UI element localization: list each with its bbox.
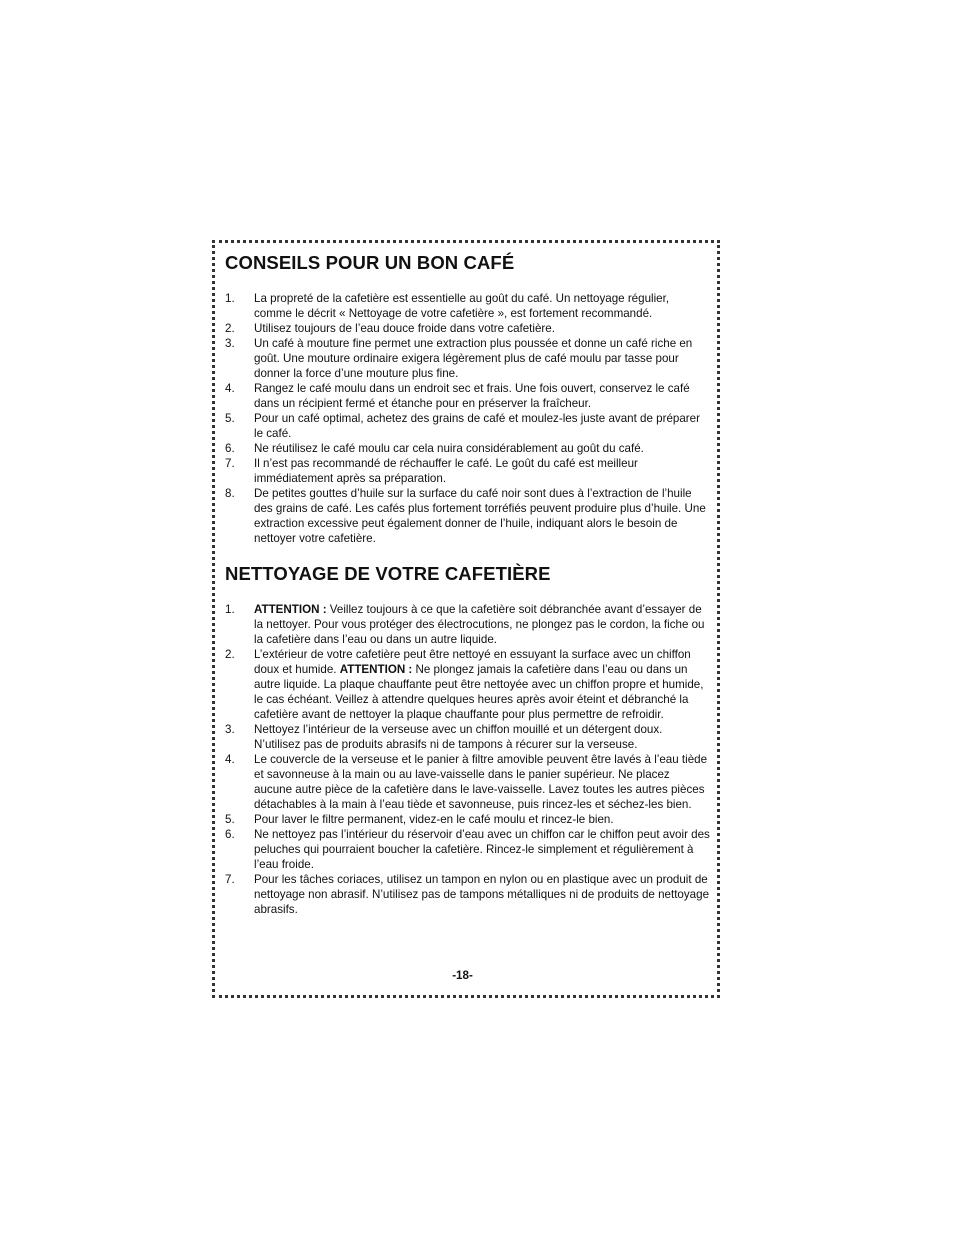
list-item: 6. Ne nettoyez pas l’intérieur du réservoir d’eau avec un chiffon car le chiffon peut avoir des peluches qui pourraient boucher la cafetière. Rincez-le simplement et régulièrement à l’eau froide. [225, 828, 710, 871]
section-title-tips: CONSEILS POUR UN BON CAFÉ [225, 252, 515, 273]
section-title-cleaning: NETTOYAGE DE VOTRE CAFETIÈRE [225, 563, 551, 584]
page-content [225, 250, 710, 982]
list-item: 4. Rangez le café moulu dans un endroit sec et frais. Une fois ouvert, conservez le café dans un récipient fermé et étanche pour en préserver la fraîcheur. [225, 382, 690, 410]
list-item: 7. Pour les tâches coriaces, utilisez un tampon en nylon ou en plastique avec un produit de nettoyage non abrasif. N’utilisez pas de tampons métalliques ni de produits de nettoyage abrasifs. [225, 873, 710, 916]
page-number: -18- [452, 969, 473, 982]
attention-label: ATTENTION : [254, 603, 327, 616]
list-item: 1. ATTENTION : Veillez toujours à ce que la cafetière soit débranchée avant d’essayer de la nettoyer. Pour vous protéger des électrocutions, ne plongez pas le cordon, la fiche ou la cafetière dans l’eau ou dans un autre liquide. [225, 603, 705, 646]
cleaning-list [225, 602, 710, 917]
list-item: 2. L’extérieur de votre cafetière peut être nettoyé en essuyant la surface avec un chiffon doux et humide. ATTENTION : Ne plongez jamais la cafetière dans l’eau ou dans un autre liquide. La plaque chauffante peut être nettoyée avec un chiffon propre et humide, le cas échéant. Veillez à attendre quelques heures après avoir éteint et débranché la cafetière avant de nettoyer la plaque chauffante pour plus permettre de refroidir. [225, 648, 704, 721]
list-item: 1. La propreté de la cafetière est essentielle au goût du café. Un nettoyage régulier, comme le décrit « Nettoyage de votre cafetière », est fortement recommandé. [225, 292, 670, 320]
list-item: 7. Il n’est pas recommandé de réchauffer le café. Le goût du café est meilleur immédiatement après sa préparation. [225, 457, 638, 485]
list-item: 3. Un café à mouture fine permet une extraction plus poussée et donne un café riche en goût. Une mouture ordinaire exigera légèrement plus de café moulu par tasse pour donner la force d’une mouture plus fine. [225, 337, 693, 380]
list-item: 8. De petites gouttes d’huile sur la surface du café noir sont dues à l’extraction de l’huile des grains de café. Les cafés plus fortement torréfiés peuvent produire plus d’huile. Une extraction excessive peut également donner de l’huile, indiquant alors le besoin de nettoyer votre cafetière. [225, 487, 706, 545]
list-item: 3. Nettoyez l’intérieur de la verseuse avec un chiffon mouillé et un détergent doux. N’utilisez pas de produits abrasifs ni de tampons à récurer sur la verseuse. [225, 723, 663, 751]
list-item: 6. Ne réutilisez le café moulu car cela nuira considérablement au goût du café. [225, 442, 644, 455]
attention-label: ATTENTION : [339, 663, 413, 676]
tips-list [225, 291, 710, 546]
list-item: 2. Utilisez toujours de l’eau douce froide dans votre cafetière. [225, 322, 555, 335]
list-item: 4. Le couvercle de la verseuse et le panier à filtre amovible peuvent être lavés à l’eau tiède et savonneuse à la main ou au lave-vaisselle dans le panier supérieur. Ne placez aucune autre pièce de la cafetière dans le lave-vaisselle. Lavez toutes les autres pièces détachables à la main à l’eau tiède et savonneuse, puis rincez-les et séchez-les bien. [225, 753, 708, 811]
list-item: 5. Pour un café optimal, achetez des grains de café et moulez-les juste avant de préparer le café. [225, 412, 700, 440]
list-item: 5. Pour laver le filtre permanent, videz-en le café moulu et rincez-le bien. [225, 813, 614, 826]
